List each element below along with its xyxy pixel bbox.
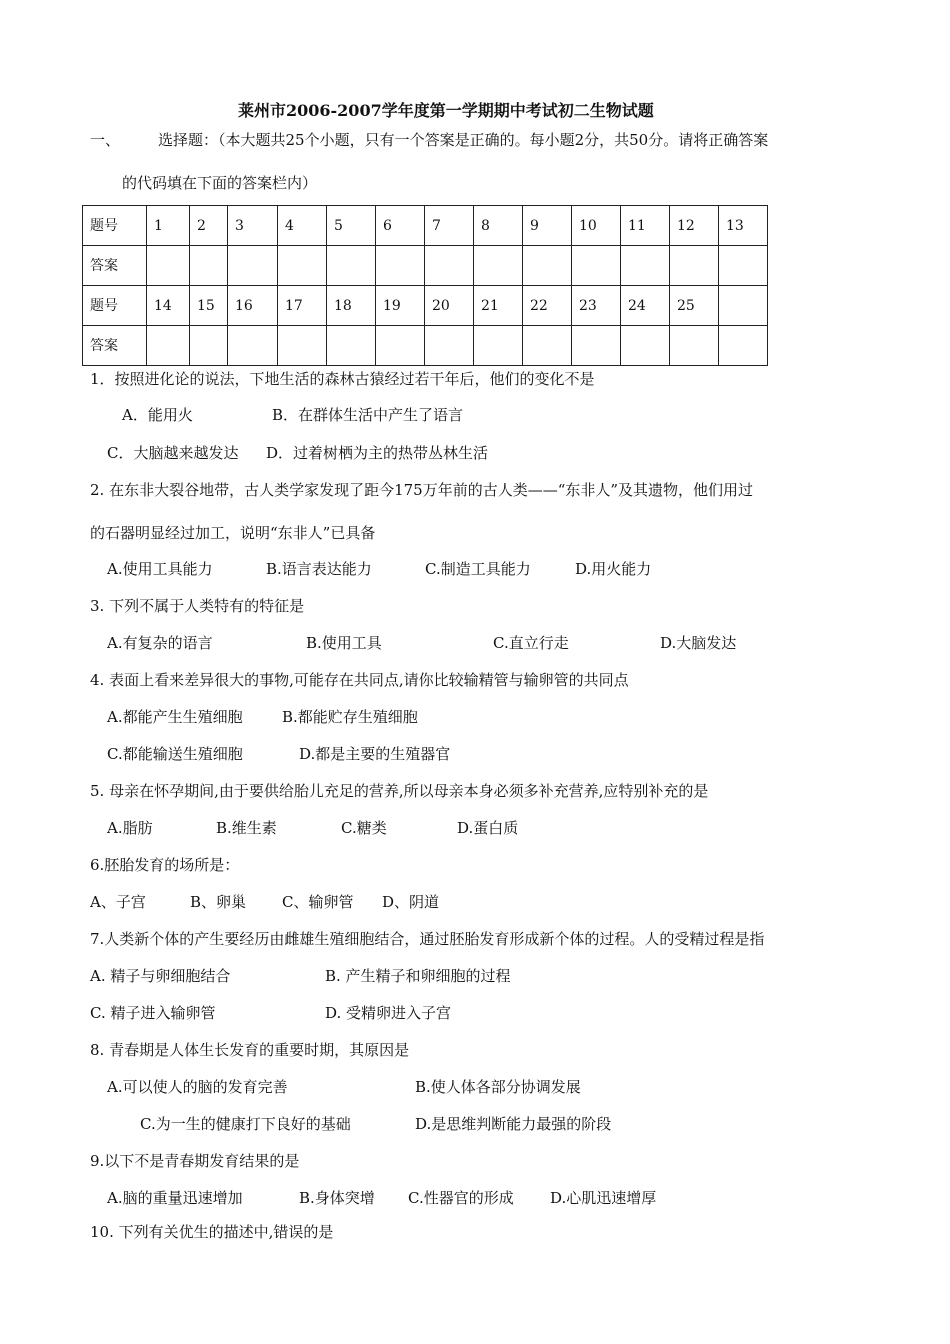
- table-row-numbers-1: [83, 206, 768, 246]
- question-4-option-c: C.都能输送生殖细胞: [107, 745, 243, 763]
- answer-cell[interactable]: [719, 326, 768, 366]
- question-4-option-d: D.都是主要的生殖器官: [299, 745, 451, 763]
- question-1-stem: 1．按照进化论的说法，下地生活的森林古猿经过若干年后，他们的变化不是: [90, 370, 595, 388]
- question-8-option-a: A.可以使人的脑的发育完善: [107, 1078, 288, 1096]
- question-6-option-c: C、输卵管: [282, 893, 354, 911]
- answer-cell[interactable]: [278, 246, 327, 286]
- answer-cell[interactable]: [425, 246, 474, 286]
- question-9-option-a: A.脑的重量迅速增加: [107, 1189, 243, 1207]
- question-5-stem: 5. 母亲在怀孕期间,由于要供给胎儿充足的营养,所以母亲本身必须多补充营养,应特别补充的是: [90, 782, 709, 800]
- question-9-option-c: C.性器官的形成: [408, 1189, 514, 1207]
- question-1-option-d: D．过着树栖为主的热带丛林生活: [266, 444, 489, 462]
- number-cell: 3: [228, 206, 278, 246]
- question-5-option-d: D.蛋白质: [457, 819, 519, 837]
- answer-cell[interactable]: [572, 246, 621, 286]
- question-10-stem: 10. 下列有关优生的描述中,错误的是: [90, 1223, 334, 1241]
- question-6-option-b: B、卵巢: [190, 893, 247, 911]
- number-cell: 13: [719, 206, 768, 246]
- number-cell: 18: [327, 286, 376, 326]
- number-cell: 22: [523, 286, 572, 326]
- answer-cell[interactable]: [523, 326, 572, 366]
- answer-cell[interactable]: [147, 246, 190, 286]
- number-cell: 24: [621, 286, 670, 326]
- number-cell: 7: [425, 206, 474, 246]
- question-5-option-c: C.糖类: [341, 819, 387, 837]
- question-1-option-a: A．能用火: [122, 406, 193, 424]
- answer-cell[interactable]: [670, 326, 719, 366]
- number-cell: 6: [376, 206, 425, 246]
- question-2-option-b: B.语言表达能力: [266, 560, 372, 578]
- question-7-option-c: C. 精子进入输卵管: [90, 1004, 216, 1022]
- number-cell: 23: [572, 286, 621, 326]
- question-1-option-c: C．大脑越来越发达: [107, 444, 239, 462]
- question-5-option-a: A.脂肪: [107, 819, 153, 837]
- question-2-option-c: C.制造工具能力: [425, 560, 531, 578]
- number-cell: 20: [425, 286, 474, 326]
- question-3-option-d: D.大脑发达: [660, 634, 737, 652]
- number-cell: 21: [474, 286, 523, 326]
- question-6-option-d: D、阴道: [382, 893, 440, 911]
- number-cell: 2: [190, 206, 228, 246]
- question-4-option-b: B.都能贮存生殖细胞: [282, 708, 418, 726]
- question-9-option-d: D.心肌迅速增厚: [550, 1189, 657, 1207]
- question-8-stem: 8. 青春期是人体生长发育的重要时期，其原因是: [90, 1041, 410, 1059]
- question-2-stem-line1: 2. 在东非大裂谷地带，古人类学家发现了距今175万年前的古人类——“东非人”及其遗物，他们用过: [90, 481, 754, 499]
- answer-label-cell: 答案: [83, 326, 147, 366]
- number-cell: 12: [670, 206, 719, 246]
- question-1-option-b: B．在群体生活中产生了语言: [272, 406, 464, 424]
- question-6-option-a: A、子宫: [90, 893, 146, 911]
- section-instruction-line2: 的代码填在下面的答案栏内）: [122, 174, 318, 192]
- number-cell: 10: [572, 206, 621, 246]
- answer-cell[interactable]: [190, 246, 228, 286]
- question-4-stem: 4. 表面上看来差异很大的事物,可能存在共同点,请你比较输精管与输卵管的共同点: [90, 671, 629, 689]
- question-3-option-b: B.使用工具: [306, 634, 382, 652]
- question-7-stem: 7.人类新个体的产生要经历由雌雄生殖细胞结合，通过胚胎发育形成新个体的过程。人的受精过程是指: [90, 930, 765, 948]
- number-cell: 11: [621, 206, 670, 246]
- section-number: 一、: [90, 131, 121, 149]
- question-8-option-b: B.使人体各部分协调发展: [415, 1078, 581, 1096]
- answer-cell[interactable]: [474, 326, 523, 366]
- number-cell: 15: [190, 286, 228, 326]
- answer-cell[interactable]: [621, 326, 670, 366]
- answer-cell[interactable]: [147, 326, 190, 366]
- question-8-option-d: D.是思维判断能力最强的阶段: [415, 1115, 612, 1133]
- table-row-answers-2: [83, 326, 768, 366]
- header-label-cell: 题号: [83, 286, 147, 326]
- answer-label-cell: 答案: [83, 246, 147, 286]
- question-3-option-a: A.有复杂的语言: [107, 634, 213, 652]
- question-7-option-a: A. 精子与卵细胞结合: [90, 967, 231, 985]
- answer-cell[interactable]: [474, 246, 523, 286]
- number-cell: [719, 286, 768, 326]
- header-label-cell: 题号: [83, 206, 147, 246]
- question-6-stem: 6.胚胎发育的场所是：: [90, 856, 240, 874]
- number-cell: 1: [147, 206, 190, 246]
- number-cell: 4: [278, 206, 327, 246]
- question-4-option-a: A.都能产生生殖细胞: [107, 708, 243, 726]
- answer-cell[interactable]: [670, 246, 719, 286]
- answer-cell[interactable]: [376, 246, 425, 286]
- question-9-stem: 9.以下不是青春期发育结果的是: [90, 1152, 300, 1170]
- answer-cell[interactable]: [719, 246, 768, 286]
- question-9-option-b: B.身体突增: [299, 1189, 375, 1207]
- question-2-option-a: A.使用工具能力: [107, 560, 213, 578]
- section-instruction-line1: 选择题：（本大题共25个小题，只有一个答案是正确的。每小题2分，共50分。请将正确答案: [158, 131, 769, 149]
- answer-cell[interactable]: [621, 246, 670, 286]
- answer-cell[interactable]: [278, 326, 327, 366]
- answer-cell[interactable]: [228, 246, 278, 286]
- answer-cell[interactable]: [376, 326, 425, 366]
- number-cell: 9: [523, 206, 572, 246]
- exam-title: 莱州市2006-2007学年度第一学期期中考试初二生物试题: [238, 101, 654, 120]
- answer-cell[interactable]: [327, 246, 376, 286]
- question-7-option-b: B. 产生精子和卵细胞的过程: [325, 967, 511, 985]
- question-7-option-d: D. 受精卵进入子宫: [325, 1004, 452, 1022]
- number-cell: 25: [670, 286, 719, 326]
- answer-cell[interactable]: [190, 326, 228, 366]
- number-cell: 14: [147, 286, 190, 326]
- number-cell: 8: [474, 206, 523, 246]
- number-cell: 16: [228, 286, 278, 326]
- question-5-option-b: B.维生素: [216, 819, 277, 837]
- number-cell: 19: [376, 286, 425, 326]
- answer-cell[interactable]: [327, 326, 376, 366]
- question-2-stem-line2: 的石器明显经过加工，说明“东非人”已具备: [90, 524, 376, 542]
- number-cell: 17: [278, 286, 327, 326]
- answer-cell[interactable]: [572, 326, 621, 366]
- question-3-option-c: C.直立行走: [493, 634, 569, 652]
- table-row-numbers-2: [83, 286, 768, 326]
- answer-cell[interactable]: [425, 326, 474, 366]
- question-2-option-d: D.用火能力: [575, 560, 652, 578]
- question-8-option-c: C.为一生的健康打下良好的基础: [140, 1115, 351, 1133]
- number-cell: 5: [327, 206, 376, 246]
- answer-cell[interactable]: [523, 246, 572, 286]
- table-row-answers-1: [83, 246, 768, 286]
- answer-table: [82, 205, 768, 366]
- answer-cell[interactable]: [228, 326, 278, 366]
- question-3-stem: 3. 下列不属于人类特有的特征是: [90, 597, 305, 615]
